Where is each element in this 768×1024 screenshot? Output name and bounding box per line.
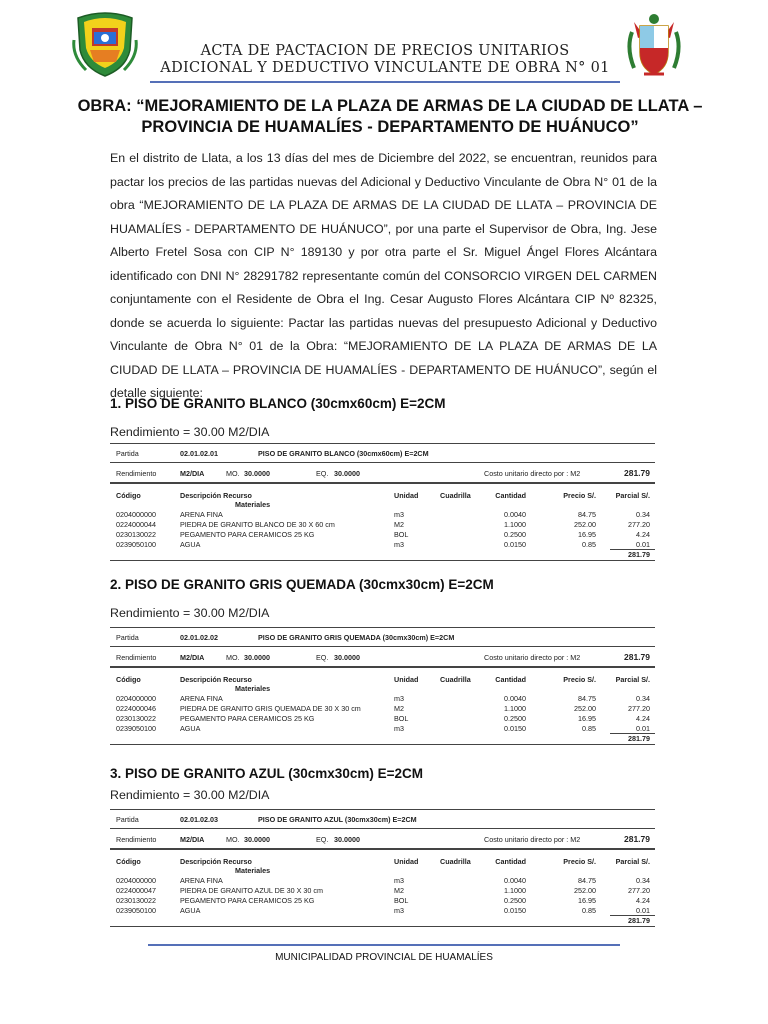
row-codigo: 0204000000 — [116, 510, 156, 519]
rendimiento-label: Rendimiento — [116, 835, 157, 844]
column-header: Unidad — [394, 675, 419, 684]
table-rule — [110, 627, 655, 628]
row-precio: 252.00 — [574, 886, 596, 895]
row-precio: 84.75 — [578, 694, 596, 703]
row-parcial: 0.01 — [636, 540, 650, 549]
row-unidad: m3 — [394, 906, 404, 915]
section-title: 1. PISO DE GRANITO BLANCO (30cmx60cm) E=2CM — [110, 396, 446, 411]
row-descripcion: PEGAMENTO PARA CERAMICOS 25 KG — [180, 530, 315, 539]
row-precio: 16.95 — [578, 714, 596, 723]
eq-label: EQ. — [316, 835, 329, 844]
row-parcial: 0.34 — [636, 694, 650, 703]
row-parcial: 0.01 — [636, 906, 650, 915]
costo-unitario-value: 281.79 — [624, 834, 650, 844]
row-precio: 16.95 — [578, 530, 596, 539]
municipal-shield-icon — [72, 10, 138, 78]
column-header: Código — [116, 857, 141, 866]
row-parcial: 0.34 — [636, 876, 650, 885]
table-rule — [110, 828, 655, 829]
column-header: Cuadrilla — [440, 857, 471, 866]
column-header: Precio S/. — [563, 675, 596, 684]
row-descripcion: PIEDRA DE GRANITO BLANCO DE 30 X 60 cm — [180, 520, 335, 529]
table-rule — [110, 744, 655, 745]
rendimiento-unit: M2/DIA — [180, 469, 205, 478]
row-codigo: 0204000000 — [116, 694, 156, 703]
partida-description: PISO DE GRANITO GRIS QUEMADA (30cmx30cm) E=2CM — [258, 633, 455, 642]
row-unidad: BOL — [394, 896, 409, 905]
table-rule — [110, 809, 655, 810]
rendimiento-label: Rendimiento — [116, 469, 157, 478]
row-descripcion: PIEDRA DE GRANITO GRIS QUEMADA DE 30 X 30 cm — [180, 704, 361, 713]
row-unidad: m3 — [394, 694, 404, 703]
row-cantidad: 0.0150 — [504, 906, 526, 915]
column-header: Código — [116, 675, 141, 684]
row-unidad: m3 — [394, 724, 404, 733]
row-descripcion: PEGAMENTO PARA CERAMICOS 25 KG — [180, 896, 315, 905]
row-cantidad: 1.1000 — [504, 520, 526, 529]
row-parcial: 277.20 — [628, 520, 650, 529]
column-header: Parcial S/. — [615, 675, 650, 684]
row-total: 281.79 — [628, 734, 650, 743]
mo-label: MO. — [226, 653, 240, 662]
row-total: 281.79 — [628, 916, 650, 925]
row-descripcion: ARENA FINA — [180, 510, 223, 519]
header-title-line1: ACTA DE PACTACION DE PRECIOS UNITARIOS — [200, 43, 570, 59]
column-header: Descripción Recurso — [180, 675, 252, 684]
footer-divider — [148, 944, 620, 946]
partida-label: Partida — [116, 449, 139, 458]
row-cantidad: 0.0150 — [504, 540, 526, 549]
row-descripcion: ARENA FINA — [180, 876, 223, 885]
eq-value: 30.0000 — [334, 835, 360, 844]
row-unidad: m3 — [394, 876, 404, 885]
row-cantidad: 0.0040 — [504, 510, 526, 519]
column-header: Descripción Recurso — [180, 491, 252, 500]
row-descripcion: PIEDRA DE GRANITO AZUL DE 30 X 30 cm — [180, 886, 323, 895]
partida-label: Partida — [116, 633, 139, 642]
peru-coat-of-arms-icon — [624, 12, 684, 80]
row-descripcion: AGUA — [180, 724, 201, 733]
column-header: Parcial S/. — [615, 491, 650, 500]
eq-label: EQ. — [316, 469, 329, 478]
section-title: 2. PISO DE GRANITO GRIS QUEMADA (30cmx30cm) E=2CM — [110, 577, 494, 592]
costo-unitario-value: 281.79 — [624, 652, 650, 662]
row-descripcion: ARENA FINA — [180, 694, 223, 703]
row-descripcion: AGUA — [180, 540, 201, 549]
mo-label: MO. — [226, 835, 240, 844]
row-cantidad: 1.1000 — [504, 886, 526, 895]
row-codigo: 0204000000 — [116, 876, 156, 885]
partida-label: Partida — [116, 815, 139, 824]
footer-text: MUNICIPALIDAD PROVINCIAL DE HUAMALÍES — [275, 952, 493, 963]
row-codigo: 0224000046 — [116, 704, 156, 713]
row-cantidad: 0.2500 — [504, 530, 526, 539]
column-header: Cuadrilla — [440, 491, 471, 500]
row-descripcion: AGUA — [180, 906, 201, 915]
row-codigo: 0239050100 — [116, 540, 156, 549]
row-unidad: M2 — [394, 886, 404, 895]
row-cantidad: 1.1000 — [504, 704, 526, 713]
costo-unitario-label: Costo unitario directo por : M2 — [484, 469, 581, 478]
rendimiento-text: Rendimiento = 30.00 M2/DIA — [110, 425, 270, 439]
row-cantidad: 0.2500 — [504, 896, 526, 905]
row-codigo: 0230130022 — [116, 714, 156, 723]
row-precio: 252.00 — [574, 704, 596, 713]
row-parcial: 0.01 — [636, 724, 650, 733]
row-codigo: 0230130022 — [116, 896, 156, 905]
costo-unitario-label: Costo unitario directo por : M2 — [484, 653, 581, 662]
table-rule — [110, 482, 655, 484]
column-header: Unidad — [394, 857, 419, 866]
row-parcial: 277.20 — [628, 886, 650, 895]
row-unidad: BOL — [394, 714, 409, 723]
row-unidad: M2 — [394, 704, 404, 713]
row-cantidad: 0.2500 — [504, 714, 526, 723]
materiales-label: Materiales — [235, 684, 271, 693]
table-rule — [110, 926, 655, 927]
column-header: Cuadrilla — [440, 675, 471, 684]
row-codigo: 0224000044 — [116, 520, 156, 529]
eq-value: 30.0000 — [334, 653, 360, 662]
row-precio: 16.95 — [578, 896, 596, 905]
row-parcial: 4.24 — [636, 530, 650, 539]
header-divider — [150, 81, 620, 83]
partida-code: 02.01.02.02 — [180, 633, 218, 642]
row-descripcion: PEGAMENTO PARA CERAMICOS 25 KG — [180, 714, 315, 723]
row-precio: 0.85 — [582, 724, 596, 733]
row-precio: 252.00 — [574, 520, 596, 529]
section-title: 3. PISO DE GRANITO AZUL (30cmx30cm) E=2CM — [110, 766, 423, 781]
partida-description: PISO DE GRANITO BLANCO (30cmx60cm) E=2CM — [258, 449, 429, 458]
column-header: Código — [116, 491, 141, 500]
row-cantidad: 0.0040 — [504, 876, 526, 885]
mo-value: 30.0000 — [244, 835, 270, 844]
materiales-label: Materiales — [235, 500, 271, 509]
mo-label: MO. — [226, 469, 240, 478]
partida-code: 02.01.02.03 — [180, 815, 218, 824]
column-header: Cantidad — [495, 857, 526, 866]
materiales-label: Materiales — [235, 866, 271, 875]
header-title-line2: ADICIONAL Y DEDUCTIVO VINCULANTE DE OBRA N° 01 — [160, 60, 610, 76]
rendimiento-text: Rendimiento = 30.00 M2/DIA — [110, 788, 270, 802]
column-header: Precio S/. — [563, 491, 596, 500]
row-codigo: 0230130022 — [116, 530, 156, 539]
row-precio: 0.85 — [582, 906, 596, 915]
row-parcial: 4.24 — [636, 714, 650, 723]
rendimiento-text: Rendimiento = 30.00 M2/DIA — [110, 606, 270, 620]
eq-label: EQ. — [316, 653, 329, 662]
row-precio: 84.75 — [578, 510, 596, 519]
table-rule — [110, 848, 655, 850]
column-header: Descripción Recurso — [180, 857, 252, 866]
row-codigo: 0239050100 — [116, 724, 156, 733]
table-rule — [110, 666, 655, 668]
partida-description: PISO DE GRANITO AZUL (30cmx30cm) E=2CM — [258, 815, 417, 824]
obra-title: OBRA: “MEJORAMIENTO DE LA PLAZA DE ARMAS DE LA CIUDAD DE LLATA – PROVINCIA DE HUAMALÍES - DEPARTAMENTO DE HUÁNUCO” — [77, 97, 703, 136]
row-codigo: 0239050100 — [116, 906, 156, 915]
row-cantidad: 0.0040 — [504, 694, 526, 703]
table-rule — [110, 443, 655, 444]
rendimiento-unit: M2/DIA — [180, 835, 205, 844]
row-codigo: 0224000047 — [116, 886, 156, 895]
table-rule — [110, 646, 655, 647]
column-header: Unidad — [394, 491, 419, 500]
eq-value: 30.0000 — [334, 469, 360, 478]
costo-unitario-value: 281.79 — [624, 468, 650, 478]
column-header: Precio S/. — [563, 857, 596, 866]
row-parcial: 277.20 — [628, 704, 650, 713]
document-header — [0, 0, 768, 90]
column-header: Parcial S/. — [615, 857, 650, 866]
mo-value: 30.0000 — [244, 653, 270, 662]
row-parcial: 4.24 — [636, 896, 650, 905]
partida-code: 02.01.02.01 — [180, 449, 218, 458]
row-unidad: BOL — [394, 530, 409, 539]
row-cantidad: 0.0150 — [504, 724, 526, 733]
rendimiento-label: Rendimiento — [116, 653, 157, 662]
row-precio: 84.75 — [578, 876, 596, 885]
row-unidad: m3 — [394, 510, 404, 519]
column-header: Cantidad — [495, 675, 526, 684]
row-precio: 0.85 — [582, 540, 596, 549]
row-unidad: m3 — [394, 540, 404, 549]
body-paragraph: En el distrito de Llata, a los 13 días del mes de Diciembre del 2022, se encuentran, reunidos para pactar los precios de las partidas nuevas del Adicional y Deductivo Vinculante de Obra N° 01 de la obra “MEJORAMIENTO DE LA PLAZA DE ARMAS DE LA CIUDAD DE LLATA – PROVINCIA DE HUAMALÍES - DEPARTAMENTO DE HUÁNUCO”, por una parte el Supervisor de Obra, Ing. Jese Alberto Fretel Sosa con CIP N° 189130 y por otra parte el Sr. Miguel Ángel Flores Alcántara identificado con DNI N° 28291782 representante común del CONSORCIO VIRGEN DEL CARMEN conjuntamente con el Residente de Obra el Ing. Cesar Augusto Flores Alcántara CIP Nº 82325, donde se acuerda lo siguiente: Pactar las partidas nuevas del presupuesto Adicional y Deductivo Vinculante de Obra N° 01 de la Obra: “MEJORAMIENTO DE LA PLAZA DE ARMAS DE LA CIUDAD DE LLATA – PROVINCIA DE HUAMALÍES - DEPARTAMENTO DE HUÁNUCO”, según el detalle siguiente: — [110, 151, 657, 400]
column-header: Cantidad — [495, 491, 526, 500]
row-unidad: M2 — [394, 520, 404, 529]
costo-unitario-label: Costo unitario directo por : M2 — [484, 835, 581, 844]
row-total: 281.79 — [628, 550, 650, 559]
table-rule — [110, 560, 655, 561]
table-rule — [110, 462, 655, 463]
rendimiento-unit: M2/DIA — [180, 653, 205, 662]
mo-value: 30.0000 — [244, 469, 270, 478]
row-parcial: 0.34 — [636, 510, 650, 519]
